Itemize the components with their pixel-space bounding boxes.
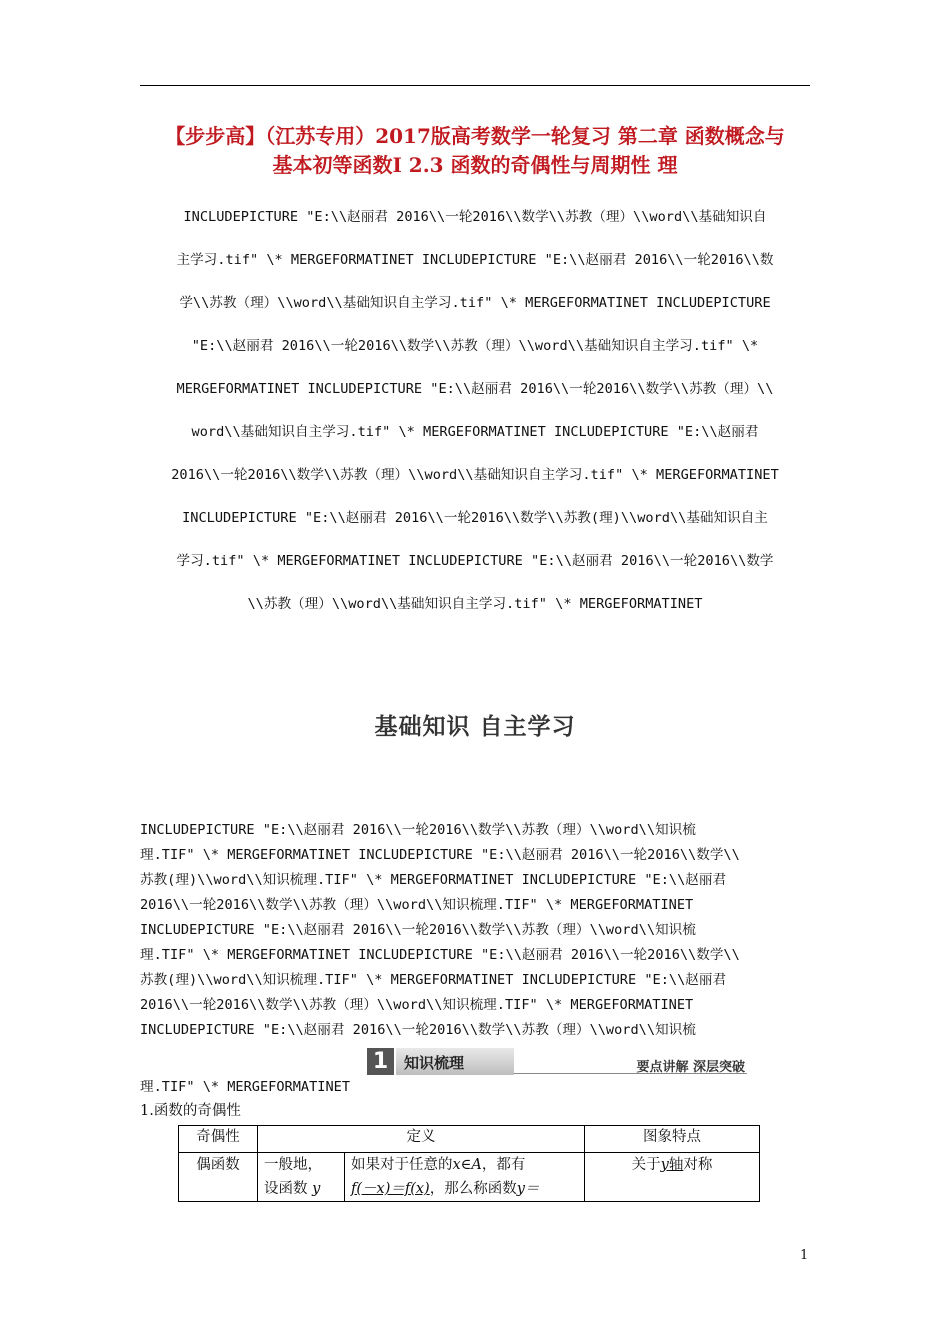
math-variable: y [660,1157,669,1173]
text-span: 设函数 [264,1181,308,1197]
field-code-line: "E:\\赵丽君 2016\\一轮2016\\数学\\苏教（理）\\word\\基础知识自主学习.tif" \* [191,338,759,354]
field-code-line: 苏教(理)\\word\\知识梳理.TIF" \* MERGEFORMATINET INCLUDEPICTURE "E:\\赵丽君 [140,872,727,888]
field-code-line: INCLUDEPICTURE "E:\\赵丽君 2016\\一轮2016\\数学\\苏教(理)\\word\\基础知识自主 [182,510,768,526]
definition-intro-cell [258,1153,345,1202]
text-span: 关于 [631,1157,661,1173]
row-label-even-function: 偶函数 [179,1153,258,1202]
math-variable: y [312,1181,321,1197]
field-code-block-2 [140,818,820,1043]
text-span: ，都有 [481,1157,526,1173]
title-line-2: 基本初等函数Ⅰ 2.3 函数的奇偶性与周期性 理 [272,153,678,177]
section-heading: 基础知识 自主学习 [374,714,576,740]
field-code-line: 理.TIF" \* MERGEFORMATINET INCLUDEPICTURE "E:\\赵丽君 2016\\一轮2016\\数学\\ [140,947,740,963]
text-span: 轴 [668,1157,684,1173]
math-expression: f(－x)＝f(x) [351,1181,430,1197]
text-span: 如果对于任意的 [351,1157,453,1173]
page-number: 1 [800,1248,809,1263]
field-code-line: word\\基础知识自主学习.tif" \* MERGEFORMATINET INCLUDEPICTURE "E:\\赵丽君 [191,424,759,440]
banner-tag: 要点讲解 深层突破 [636,1060,745,1075]
field-code-line: 2016\\一轮2016\\数学\\苏教（理）\\word\\知识梳理.TIF" \* MERGEFORMATINET [140,997,694,1013]
document-title [140,122,810,180]
field-code-line: 理.TIF" \* MERGEFORMATINET INCLUDEPICTURE "E:\\赵丽君 2016\\一轮2016\\数学\\ [140,847,740,863]
banner-label: 知识梳理 [404,1054,465,1072]
header-graph-feature: 图象特点 [585,1126,760,1153]
math-expression: x∈A [452,1157,482,1173]
table-header-row [179,1126,760,1153]
field-code-line: 2016\\一轮2016\\数学\\苏教（理）\\word\\基础知识自主学习.tif" \* MERGEFORMATINET [171,467,779,483]
knowledge-banner [367,1048,747,1075]
text-span: ，那么称函数 [429,1181,517,1197]
graph-feature-cell [585,1153,760,1202]
field-code-block-1 [140,196,810,626]
banner-number: 1 [367,1048,394,1075]
field-code-line: 学\\苏教（理）\\word\\基础知识自主学习.tif" \* MERGEFORMATINET INCLUDEPICTURE [179,295,771,311]
subsection-heading: 1.函数的奇偶性 [140,1103,241,1119]
field-code-line: MERGEFORMATINET INCLUDEPICTURE "E:\\赵丽君 2016\\一轮2016\\数学\\苏教（理）\\ [176,381,774,397]
title-line-1: 【步步高】（江苏专用）2017版高考数学一轮复习 第二章 函数概念与 [165,124,785,148]
field-code-line: 主学习.tif" \* MERGEFORMATINET INCLUDEPICTURE "E:\\赵丽君 2016\\一轮2016\\数 [176,252,774,268]
definition-intro-line: 一般地， [264,1157,322,1173]
definition-condition-cell [345,1153,585,1202]
math-expression: y＝ [516,1181,540,1197]
field-code-line: INCLUDEPICTURE "E:\\赵丽君 2016\\一轮2016\\数学\\苏教（理）\\word\\知识梳 [140,1022,696,1038]
parity-table [178,1125,760,1202]
field-code-line: INCLUDEPICTURE "E:\\赵丽君 2016\\一轮2016\\数学\\苏教（理）\\word\\知识梳 [140,922,696,938]
field-code-line: 2016\\一轮2016\\数学\\苏教（理）\\word\\知识梳理.TIF" \* MERGEFORMATINET [140,897,694,913]
field-code-line: INCLUDEPICTURE "E:\\赵丽君 2016\\一轮2016\\数学\\苏教（理）\\word\\知识梳 [140,822,696,838]
field-code-line: INCLUDEPICTURE "E:\\赵丽君 2016\\一轮2016\\数学\\苏教（理）\\word\\基础知识自 [183,209,767,225]
field-code-tail: 理.TIF" \* MERGEFORMATINET [140,1079,351,1095]
definition-condition-line [351,1153,578,1177]
header-definition: 定义 [258,1126,585,1153]
field-code-line: 学习.tif" \* MERGEFORMATINET INCLUDEPICTURE "E:\\赵丽君 2016\\一轮2016\\数学 [176,553,774,569]
field-code-line: 苏教(理)\\word\\知识梳理.TIF" \* MERGEFORMATINET INCLUDEPICTURE "E:\\赵丽君 [140,972,727,988]
table-row [179,1153,760,1202]
field-code-line: \\苏教（理）\\word\\基础知识自主学习.tif" \* MERGEFORMATINET [247,596,703,612]
text-span: 对称 [683,1157,713,1173]
header-rule [140,85,810,86]
definition-intro-line [264,1177,338,1201]
header-parity: 奇偶性 [179,1126,258,1153]
definition-condition-line [351,1177,578,1201]
